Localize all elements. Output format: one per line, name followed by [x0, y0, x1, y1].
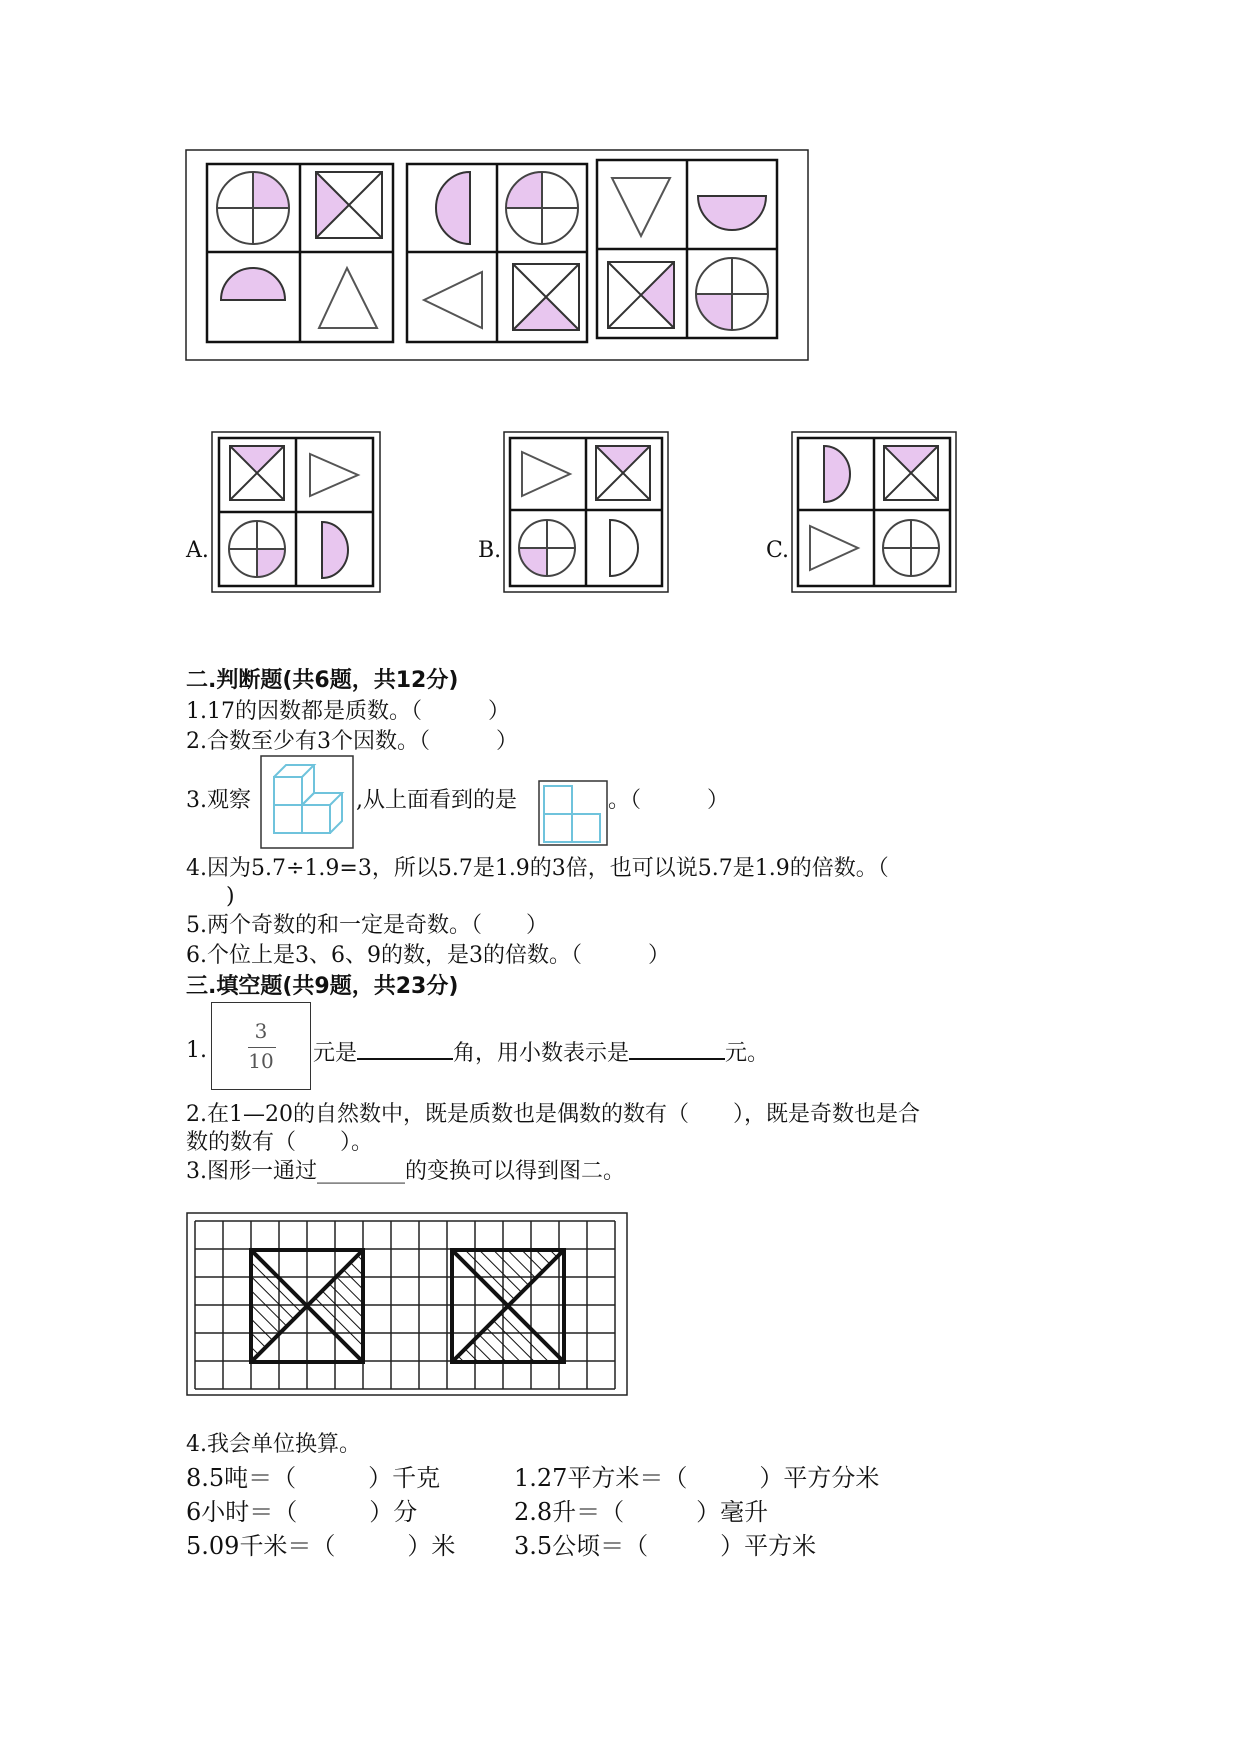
option-c-label: C.: [766, 538, 790, 563]
s2-q6: 6.个位上是3、6、9的数，是3的倍数。（ ）: [186, 943, 670, 968]
s3-q2-line1: 2.在1—20的自然数中，既是质数也是偶数的数有（ ），既是奇数也是合: [186, 1102, 920, 1127]
triangle-right-icon: [522, 452, 570, 496]
half-circle-right-shaded-icon: [322, 522, 348, 578]
s2-q3-suffix: 。（ ）: [608, 788, 730, 813]
triangle-right-icon: [310, 454, 358, 496]
circle-quarter-shaded-icon: [519, 520, 575, 576]
fraction-box: [211, 1002, 311, 1090]
s3-q2-line2: 数的数有（ ）。: [186, 1130, 374, 1155]
conversion-right-2: 2.8升＝（ ）毫升: [514, 1498, 769, 1526]
half-circle-right-icon: [610, 520, 638, 576]
options-figures: [0, 0, 1240, 620]
s2-q1: 1.17的因数都是质数。（ ）: [186, 699, 510, 724]
x-square-shaded-icon: [596, 446, 650, 500]
s3-q3: 3.图形一通过________的变换可以得到图二。: [186, 1159, 625, 1184]
option-a-label: A.: [186, 538, 209, 563]
s3-q4-title: 4.我会单位换算。: [186, 1432, 361, 1457]
conversion-right-1: 1.27平方米＝（ ）平方分米: [514, 1464, 880, 1492]
s2-q2: 2.合数至少有3个因数。（ ）: [186, 729, 518, 754]
answer-blank-2[interactable]: [629, 1036, 725, 1060]
option-b-figure: [504, 432, 668, 592]
answer-blank-1[interactable]: [357, 1036, 453, 1060]
s2-q4-line2: ): [226, 884, 235, 909]
triangle-right-icon: [810, 526, 858, 570]
conversion-left-1: 8.5吨＝（ ）千克: [186, 1464, 441, 1492]
top-view-icon: [538, 780, 608, 846]
conversion-left-2: 6小时＝（ ）分: [186, 1498, 418, 1526]
figure-two: [452, 1250, 564, 1362]
section2-title: 二.判断题(共6题，共12分): [186, 668, 459, 693]
x-square-shaded-icon: [884, 446, 938, 500]
s3-q1-text-a: 元是: [313, 1041, 358, 1066]
circle-quarter-shaded-icon: [229, 521, 285, 577]
conversion-right-3: 3.5公顷＝（ ）平方米: [514, 1532, 817, 1560]
s3-q1-text-c: 元。: [725, 1041, 770, 1066]
s2-q5: 5.两个奇数的和一定是奇数。（ ）: [186, 913, 548, 938]
x-square-shaded-icon: [230, 446, 284, 500]
section3-title: 三.填空题(共9题，共23分): [186, 974, 459, 999]
circle-cross-icon: [883, 520, 939, 576]
s2-q3-middle: ,从上面看到的是: [356, 788, 517, 813]
grid-transform-figure: [186, 1212, 636, 1402]
s2-q3-prefix: 3.观察: [186, 788, 251, 813]
option-c-figure: [792, 432, 956, 592]
s2-q4-line1: 4.因为5.7÷1.9=3，所以5.7是1.9的3倍，也可以说5.7是1.9的倍数。（: [186, 856, 889, 881]
conversion-left-3: 5.09千米＝（ ）米: [186, 1532, 456, 1560]
fraction-bar: [248, 1047, 276, 1048]
option-b-label: B.: [478, 538, 502, 563]
s3-q1-text-b: 角，用小数表示是: [453, 1041, 630, 1066]
s3-q1-number: 1.: [186, 1038, 207, 1063]
s3-q1-line: [313, 1036, 769, 1069]
fraction-numerator: 3: [254, 1019, 268, 1043]
option-a-figure: [212, 432, 380, 592]
cube-stack-icon: [260, 755, 354, 849]
fraction-denominator: 10: [248, 1049, 274, 1073]
half-circle-right-shaded-icon: [824, 446, 850, 502]
